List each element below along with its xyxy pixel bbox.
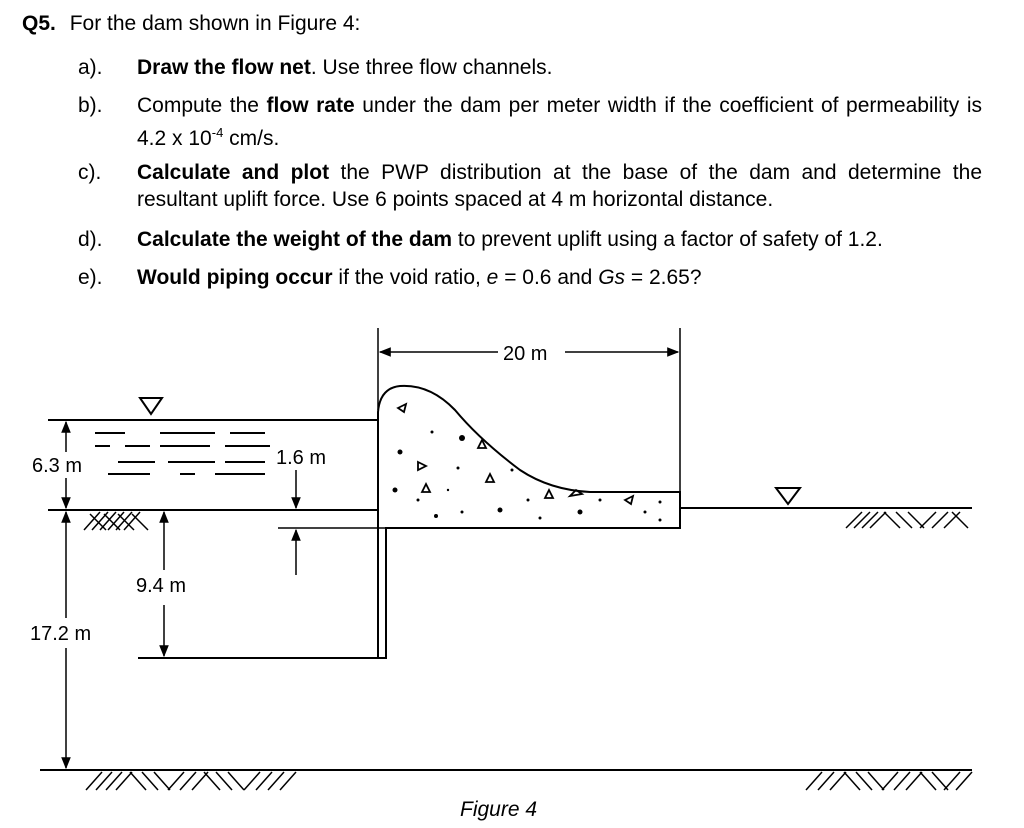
part-bold: Calculate and plot bbox=[137, 161, 330, 184]
part-text: to prevent uplift using a factor of safety of 1.2. bbox=[452, 228, 883, 251]
part-text-mid: = 0.6 and bbox=[498, 266, 599, 289]
figure-caption: Figure 4 bbox=[460, 798, 538, 821]
part-text-pre: Compute the bbox=[137, 94, 267, 117]
dam-body bbox=[378, 386, 680, 658]
part-bold: Would piping occur bbox=[137, 266, 333, 289]
upstream-ground-hatch bbox=[84, 512, 148, 530]
part-text: if the void ratio, bbox=[332, 266, 487, 289]
part-text-post: cm/s. bbox=[223, 127, 280, 150]
downstream-water-level-icon bbox=[776, 488, 800, 504]
dim-width-label: 20 m bbox=[503, 343, 548, 365]
dim-sheet-depth-label: 9.4 m bbox=[136, 575, 187, 597]
part-text-post: = 2.65? bbox=[625, 266, 702, 289]
question-intro: For the dam shown in Figure 4: bbox=[69, 12, 361, 35]
upstream-water-level-icon bbox=[140, 398, 162, 414]
part-label: d). bbox=[78, 228, 103, 251]
part-bold: Draw the flow net bbox=[137, 56, 311, 79]
part-bold: flow rate bbox=[266, 94, 355, 117]
water-surface-dashes bbox=[95, 433, 270, 474]
part-bold: Calculate the weight of the dam bbox=[137, 228, 453, 251]
part-label: b). bbox=[78, 94, 103, 117]
question-number: Q5. bbox=[22, 12, 56, 35]
dim-upstream-head-label: 6.3 m bbox=[32, 455, 83, 477]
part-label: e). bbox=[78, 266, 103, 289]
impermeable-layer-hatch bbox=[86, 772, 972, 790]
exponent: -4 bbox=[211, 125, 224, 140]
downstream-ground-hatch bbox=[846, 512, 968, 528]
void-ratio-symbol: e bbox=[486, 266, 499, 289]
part-text: . Use three flow channels. bbox=[310, 56, 553, 79]
part-text: under the dam per meter width if the coefficient of permeability is 4.2 x 10 bbox=[137, 94, 982, 150]
dim-total-depth-label: 17.2 m bbox=[30, 623, 92, 645]
dim-sheet-top-label: 1.6 m bbox=[276, 447, 327, 469]
part-label: c). bbox=[78, 161, 102, 184]
part-label: a). bbox=[78, 56, 103, 79]
gs-symbol: Gs bbox=[598, 266, 626, 289]
part-text: the PWP distribution at the base of the dam and determine the resultant uplift force. Use 6 points spaced at 4 m horizontal distance. bbox=[137, 161, 982, 211]
